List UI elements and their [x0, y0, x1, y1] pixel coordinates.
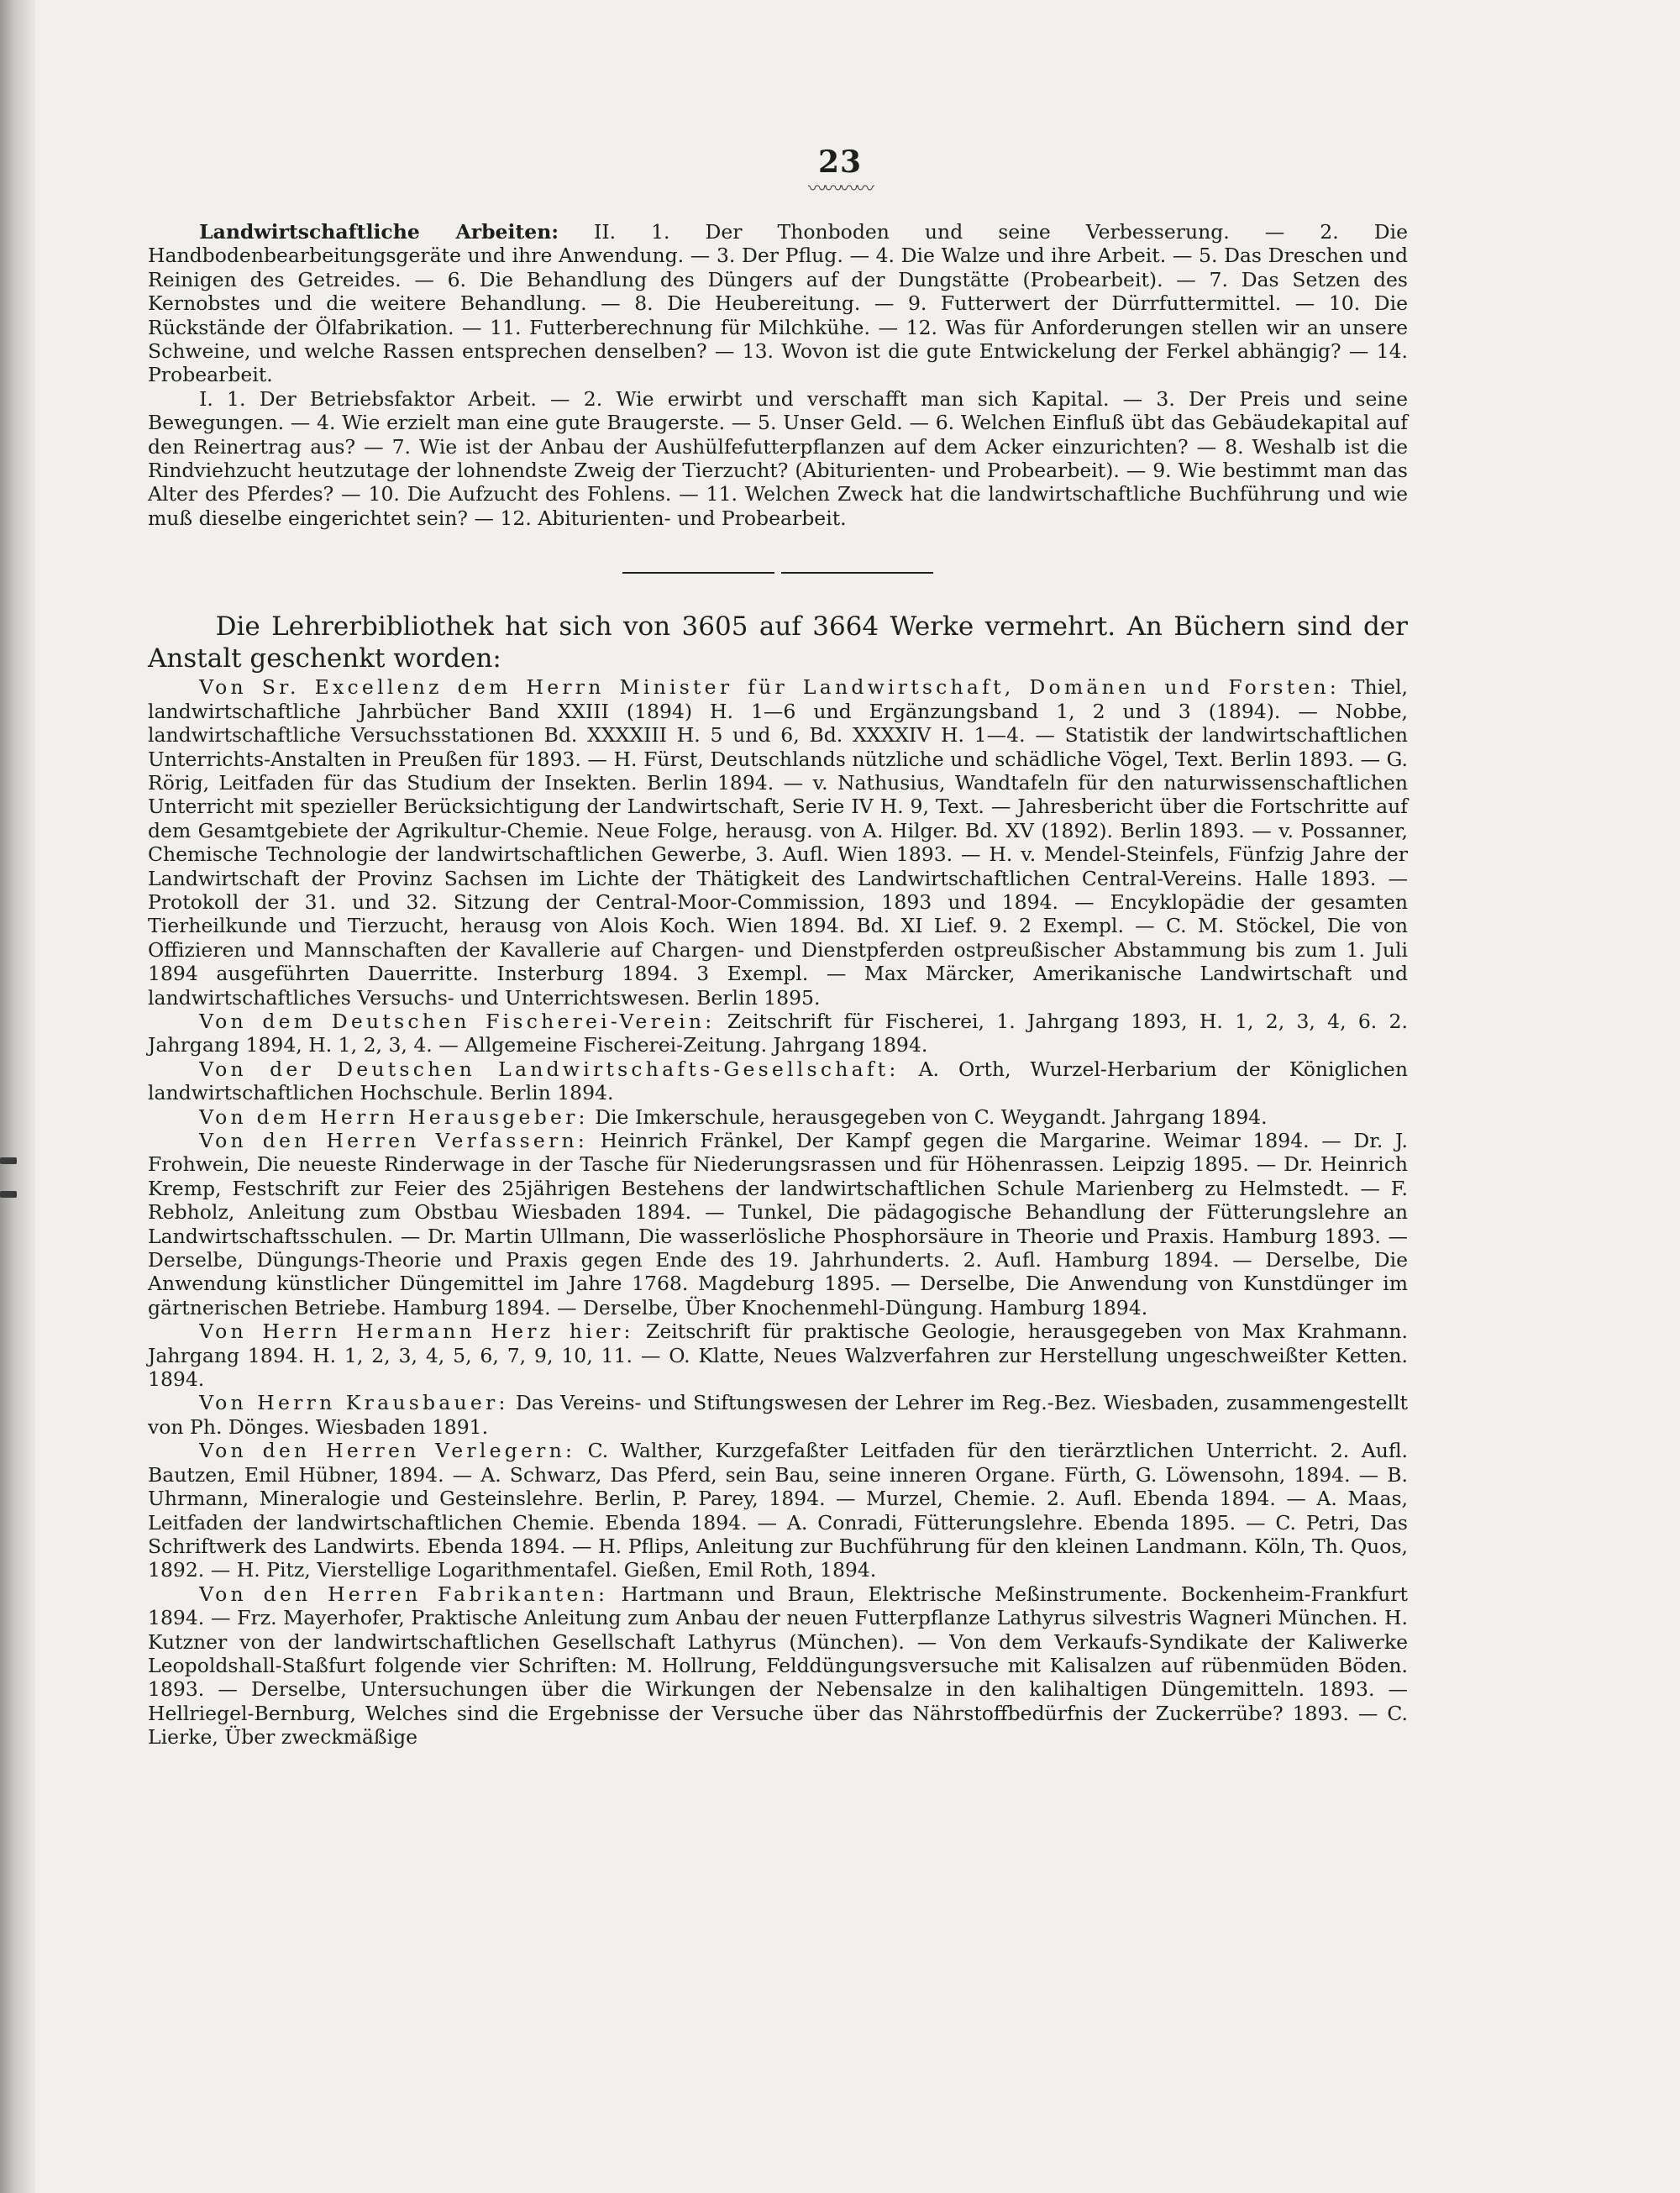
donation-entry — [148, 1319, 1408, 1391]
donor: Von Herrn Krausbauer: — [199, 1391, 509, 1415]
donor: Von den Herren Fabrikanten: — [199, 1582, 609, 1606]
donation-entry — [148, 675, 1408, 1010]
section-label: Landwirtschaftliche Arbeiten: — [199, 220, 559, 244]
donation-text: Heinrich Fränkel, Der Kampf gegen die Margarine. Weimar 1894. — Dr. J. Frohwein, Die neueste Rinderwage in der Tasche für Niederungsrassen und für Höhenrassen. Leipzig 1895. — Dr. Heinrich Kremp, Festschrift zur Feier des 25jährigen Bestehens der landwirtschaftlichen Schule Marienberg zu Helmstedt. — F. Rebholz, Anleitung zum Obstbau Wiesbaden 1894. — Tunkel, Die pädagogische Behandlung der Fütterungslehre an Landwirtschaftsschulen. — Dr. Martin Ullmann, Die wasserlösliche Phosphorsäure in Theorie und Praxis. Hamburg 1893. — Derselbe, Düngungs-Theorie und Praxis gegen Ende des 19. Jahrhunderts. 2. Aufl. Hamburg 1894. — Derselbe, Die Anwendung künstlicher Düngemittel im Jahre 1768. Magdeburg 1895. — Derselbe, Die Anwendung von Kunstdünger im gärtnerischen Betriebe. Hamburg 1894. — Derselbe, Über Knochenmehl-Düngung. Hamburg 1894. — [148, 1129, 1408, 1319]
donor: Von der Deutschen Landwirtschafts-Gesellschaft: — [199, 1057, 900, 1081]
donor: Von dem Herrn Herausgeber: — [199, 1104, 589, 1129]
donation-entry — [148, 1582, 1408, 1750]
donor: Von dem Deutschen Fischerei-Verein: — [199, 1009, 716, 1033]
library-intro: Die Lehrerbibliothek hat sich von 3605 auf 3664 Werke vermehrt. An Büchern sind der Anstalt geschenkt worden: — [148, 611, 1408, 674]
agri-works-i: I. 1. Der Betriebsfaktor Arbeit. — 2. Wie erwirbt und verschafft man sich Kapital. — 3. Der Preis und seine Bewegungen. — 4. Wie erzielt man eine gute Braugerste. — 5. Unser Geld. — 6. Welchen Einfluß übt das Gebäudekapital auf den Reinertrag aus? — 7. Wie ist der Anbau der Aushülfefutterpflanzen auf dem Acker einzurichten? — 8. Weshalb ist die Rindviehzucht heutzutage der lohnendste Zweig der Tierzucht? (Abiturienten- und Probearbeit). — 9. Wie bestimmt man das Alter des Pferdes? — 10. Die Aufzucht des Fohlens. — 11. Welchen Zweck hat die landwirtschaftliche Buchführung und wie muß dieselbe eingerichtet sein? — 12. Abiturienten- und Probearbeit. — [148, 386, 1408, 530]
donation-text: Die Imkerschule, herausgegeben von C. Weygandt. Jahrgang 1894. — [595, 1104, 1268, 1129]
donation-entry — [148, 1129, 1408, 1319]
donor: Von den Herren Verlegern: — [199, 1439, 576, 1463]
section-divider — [148, 530, 1408, 611]
donation-entry — [148, 1010, 1408, 1057]
donation-entry — [148, 1057, 1408, 1105]
page-number-ornament: 〰〰〰〰 — [807, 179, 872, 200]
donation-entry — [148, 1391, 1408, 1439]
donor: Von Herrn Hermann Herz hier: — [199, 1319, 634, 1344]
donation-entry — [148, 1105, 1408, 1129]
page-content — [148, 220, 1408, 1750]
binding-shadow — [0, 0, 35, 2193]
agri-works-ii — [148, 220, 1408, 387]
binding-mark — [0, 1191, 17, 1198]
donation-entry — [148, 1439, 1408, 1582]
donation-text: A. Orth, Wurzel-Herbarium der Königlichen landwirtschaftlichen Hochschule. Berlin 1894. — [148, 1057, 1408, 1105]
agri-ii-text: II. 1. Der Thonboden und seine Verbesserung. — 2. Die Handbodenbearbeitungsgeräte und ihre Anwendung. — 3. Der Pflug. — 4. Die Walze und ihre Arbeit. — 5. Das Dreschen und Reinigen des Getreides. — 6. Die Behandlung des Düngers auf der Dungstätte (Probearbeit). — 7. Das Setzen des Kernobstes und die weitere Behandlung. — 8. Die Heubereitung. — 9. Futterwert der Dürrfuttermittel. — 10. Die Rückstände der Ölfabrikation. — 11. Futterberechnung für Milchkühe. — 12. Was für Anforderungen stellen wir an unsere Schweine, und welche Rassen entsprechen denselben? — 13. Wovon ist die gute Entwickelung der Ferkel abhängig? — 14. Probearbeit. — [148, 220, 1408, 387]
donation-text: Zeitschrift für praktische Geologie, herausgegeben von Max Krahmann. Jahrgang 1894. H. 1, 2, 3, 4, 5, 6, 7, 9, 10, 11. — O. Klatte, Neues Walzverfahren zur Herstellung ungeschweißter Ketten. 1894. — [148, 1319, 1408, 1392]
page-number: 23 — [817, 144, 863, 180]
donor: Von Sr. Excellenz dem Herrn Minister für Landwirtschaft, Domänen und Forsten: — [199, 675, 1341, 700]
donor: Von den Herren Verfassern: — [199, 1129, 588, 1152]
donation-text: Das Vereins- und Stiftungswesen der Lehrer im Reg.-Bez. Wiesbaden, zusammengestellt von Ph. Dönges. Wiesbaden 1891. — [148, 1391, 1408, 1439]
donation-text: Zeitschrift für Fischerei, 1. Jahrgang 1893, H. 1, 2, 3, 4, 6. 2. Jahrgang 1894, H. 1, 2, 3, 4. — Allgemeine Fischerei-Zeitung. Jahrgang 1894. — [148, 1009, 1408, 1057]
donation-text: Hartmann und Braun, Elektrische Meßinstrumente. Bockenheim-Frankfurt 1894. — Frz. Mayerhofer, Praktische Anleitung zum Anbau der neuen Futterpflanze Lathyrus silvestris Wagneri München. H. Kutzner von der landwirtschaftlichen Gesellschaft Lathyrus (München). — Von dem Verkaufs-Syndikate der Kaliwerke Leopoldshall-Staßfurt folgende vier Schriften: M. Hollrung, Felddüngungsversuche mit Kalisalzen auf rübenmüden Böden. 1893. — Derselbe, Untersuchungen über die Wirkungen der Nebensalze in den kalihaltigen Düngemitteln. 1893. — Hellriegel-Bernburg, Welches sind die Ergebnisse der Versuche über das Nährstoffbedürfnis der Zuckerrübe? 1893. — C. Lierke, Über zweckmäßige — [148, 1582, 1408, 1750]
donation-text: C. Walther, Kurzgefaßter Leitfaden für den tierärztlichen Unterricht. 2. Aufl. Bautzen, Emil Hübner, 1894. — A. Schwarz, Das Pferd, sein Bau, seine inneren Organe. Fürth, G. Löwensohn, 1894. — B. Uhrmann, Mineralogie und Gesteinslehre. Berlin, P. Parey, 1894. — Murzel, Chemie. 2. Aufl. Ebenda 1894. — A. Maas, Leitfaden der landwirtschaftlichen Chemie. Ebenda 1894. — A. Conradi, Fütterungslehre. Ebenda 1895. — C. Petri, Das Schriftwerk des Landwirts. Ebenda 1894. — H. Pflips, Anleitung zur Buchführung für den kleinen Landmann. Köln, Th. Quos, 1892. — H. Pitz, Vierstellige Logarithmentafel. Gießen, Emil Roth, 1894. — [148, 1439, 1408, 1582]
binding-mark — [0, 1157, 17, 1164]
donation-text: Thiel, landwirtschaftliche Jahrbücher Band XXIII (1894) H. 1—6 und Ergänzungsband 1, 2 und 3 (1894). — Nobbe, landwirtschaftliche Versuchsstationen Bd. XXXXIII H. 5 und 6, Bd. XXXXIV H. 1—4. — Statistik der landwirtschaftlichen Unterrichts-Anstalten in Preußen für 1893. — H. Fürst, Deutschlands nützliche und schädliche Vögel, Text. Berlin 1893. — G. Rörig, Leitfaden für das Studium der Insekten. Berlin 1894. — v. Nathusius, Wandtafeln für den naturwissenschaftlichen Unterricht mit spezieller Berücksichtigung der Landwirtschaft, Serie IV H. 9, Text. — Jahresbericht über die Fortschritte auf dem Gesamtgebiete der Agrikultur-Chemie. Neue Folge, herausg. von A. Hilger. Bd. XV (1892). Berlin 1893. — v. Possanner, Chemische Technologie der landwirtschaftlichen Gewerbe, 3. Aufl. Wien 1893. — H. v. Mendel-Steinfels, Fünfzig Jahre der Landwirtschaft der Provinz Sachsen im Lichte der Thätigkeit des Landwirtschaftlichen Central-Vereins. Halle 1893. — Protokoll der 31. und 32. Sitzung der Central-Moor-Commission, 1893 und 1894. — Encyklopädie der gesamten Tierheilkunde und Tierzucht, herausg von Alois Koch. Wien 1894. Bd. XI Lief. 9. 2 Exempl. — C. M. Stöckel, Die von Offizieren und Mannschaften der Kavallerie auf Chargen- und Dienstpferden ostpreußischer Abstammung bis zum 1. Juli 1894 ausgeführten Dauerritte. Insterburg 1894. 3 Exempl. — Max Märcker, Amerikanische Landwirtschaft und landwirtschaftliches Versuchs- und Unterrichtswesen. Berlin 1895. — [148, 675, 1408, 1010]
